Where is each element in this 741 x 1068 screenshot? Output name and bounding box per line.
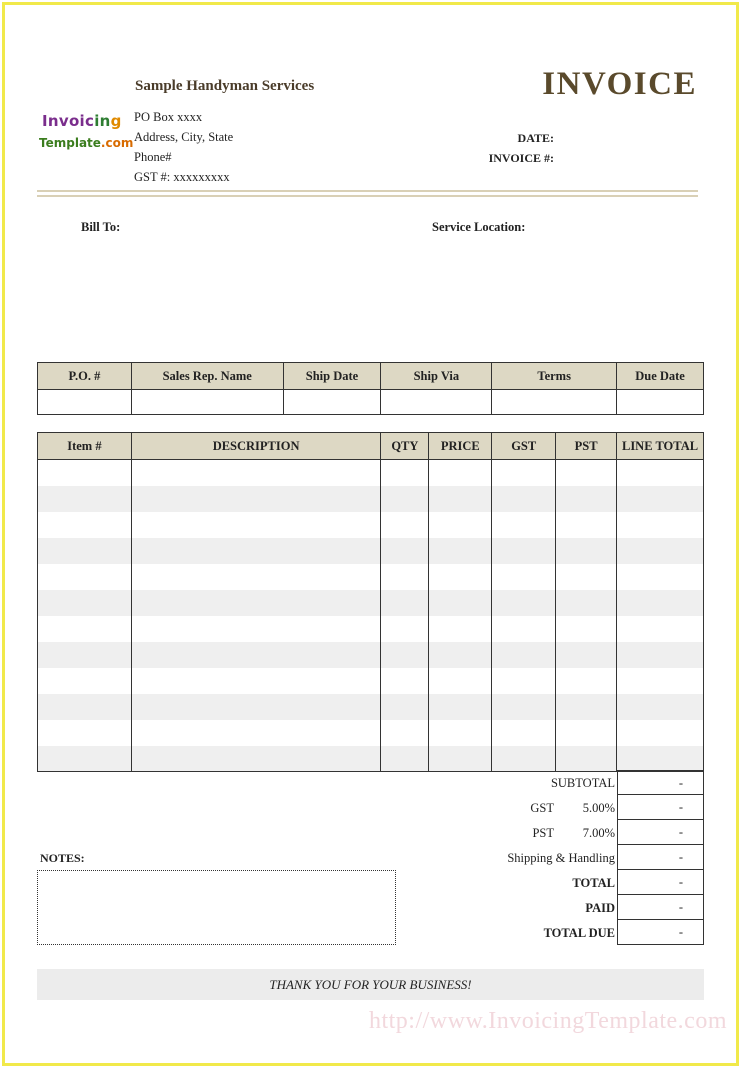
header-rule-bottom: [37, 195, 698, 197]
price-cell[interactable]: [429, 590, 492, 616]
terms-cell[interactable]: [492, 390, 617, 415]
item-number-cell[interactable]: [38, 694, 132, 720]
sales-rep-cell[interactable]: [131, 390, 283, 415]
line-total-cell[interactable]: [617, 460, 704, 486]
description-header: DESCRIPTION: [131, 433, 381, 460]
line-total-cell[interactable]: [617, 564, 704, 590]
gst-label: GST: [530, 801, 554, 815]
qty-cell[interactable]: [381, 746, 429, 772]
company-name: Sample Handyman Services: [135, 78, 315, 94]
qty-cell[interactable]: [381, 538, 429, 564]
thank-you-banner: THANK YOU FOR YOUR BUSINESS!: [37, 969, 704, 1000]
ship-via-header: Ship Via: [381, 363, 492, 390]
pst-cell[interactable]: [556, 590, 617, 616]
notes-label: NOTES:: [40, 851, 85, 865]
pst-label: PST: [532, 826, 554, 840]
table-row: [38, 746, 704, 772]
subtotal-value[interactable]: -: [617, 770, 704, 795]
description-cell[interactable]: [131, 460, 381, 486]
description-cell[interactable]: [131, 668, 381, 694]
line-total-cell[interactable]: [617, 694, 704, 720]
line-items-table: [37, 432, 704, 772]
table-row: [38, 486, 704, 512]
pst-value[interactable]: -: [617, 820, 704, 845]
item-number-cell[interactable]: [38, 720, 132, 746]
pst-rate[interactable]: 7.00%: [582, 826, 615, 840]
notes-box[interactable]: [37, 870, 396, 945]
total-label: TOTAL: [572, 876, 615, 890]
price-cell[interactable]: [429, 720, 492, 746]
table-row: [38, 642, 704, 668]
gst-cell[interactable]: [492, 694, 556, 720]
pst-cell[interactable]: [556, 538, 617, 564]
subtotal-label: SUBTOTAL: [550, 776, 615, 790]
total-due-label: TOTAL DUE: [543, 926, 615, 940]
description-cell[interactable]: [131, 616, 381, 642]
price-cell[interactable]: [429, 512, 492, 538]
gst-cell[interactable]: [492, 746, 556, 772]
description-cell[interactable]: [131, 746, 381, 772]
due-date-header: Due Date: [617, 363, 704, 390]
line-total-cell[interactable]: [617, 642, 704, 668]
item-number-cell[interactable]: [38, 460, 132, 486]
price-header: PRICE: [429, 433, 492, 460]
line-total-cell[interactable]: [617, 538, 704, 564]
logo-text-bottom: Template.com: [39, 136, 134, 150]
qty-header: QTY: [381, 433, 429, 460]
gst-cell[interactable]: [492, 668, 556, 694]
price-cell[interactable]: [429, 564, 492, 590]
qty-cell[interactable]: [381, 720, 429, 746]
gst-cell[interactable]: [492, 616, 556, 642]
item-number-cell[interactable]: [38, 512, 132, 538]
pst-cell[interactable]: [556, 564, 617, 590]
pst-cell[interactable]: [556, 642, 617, 668]
gst-cell[interactable]: [492, 642, 556, 668]
table-row: [38, 720, 704, 746]
pst-cell[interactable]: [556, 486, 617, 512]
gst-rate[interactable]: 5.00%: [582, 801, 615, 815]
qty-cell[interactable]: [381, 564, 429, 590]
line-total-cell[interactable]: [617, 590, 704, 616]
item-number-cell[interactable]: [38, 616, 132, 642]
table-row: [38, 538, 704, 564]
qty-cell[interactable]: [381, 642, 429, 668]
item-number-cell[interactable]: [38, 564, 132, 590]
qty-cell[interactable]: [381, 668, 429, 694]
company-gst: GST #: xxxxxxxxx: [134, 170, 230, 184]
price-cell[interactable]: [429, 668, 492, 694]
item-number-cell[interactable]: [38, 486, 132, 512]
qty-cell[interactable]: [381, 590, 429, 616]
item-number-cell[interactable]: [38, 642, 132, 668]
description-cell[interactable]: [131, 590, 381, 616]
item-number-cell[interactable]: [38, 590, 132, 616]
line-total-cell[interactable]: [617, 668, 704, 694]
company-po-box: PO Box xxxx: [134, 110, 203, 124]
price-cell[interactable]: [429, 616, 492, 642]
gst-header: GST: [492, 433, 556, 460]
item-number-cell[interactable]: [38, 538, 132, 564]
ship-date-header: Ship Date: [283, 363, 381, 390]
price-cell[interactable]: [429, 460, 492, 486]
item-number-header: Item #: [38, 433, 132, 460]
invoice-title: INVOICE: [542, 66, 697, 102]
price-cell[interactable]: [429, 538, 492, 564]
pst-cell[interactable]: [556, 694, 617, 720]
table-row: [38, 512, 704, 538]
company-address: Address, City, State: [134, 130, 234, 144]
paid-value[interactable]: -: [617, 895, 704, 920]
item-number-cell[interactable]: [38, 746, 132, 772]
description-cell[interactable]: [131, 694, 381, 720]
price-cell[interactable]: [429, 746, 492, 772]
gst-cell[interactable]: [492, 460, 556, 486]
table-row: [38, 564, 704, 590]
total-value: -: [617, 870, 704, 895]
description-cell[interactable]: [131, 538, 381, 564]
gst-cell[interactable]: [492, 720, 556, 746]
bill-to-label: Bill To:: [81, 220, 121, 234]
table-row: [38, 668, 704, 694]
price-cell[interactable]: [429, 642, 492, 668]
price-cell[interactable]: [429, 486, 492, 512]
line-total-cell[interactable]: [617, 486, 704, 512]
qty-cell[interactable]: [381, 486, 429, 512]
description-cell[interactable]: [131, 642, 381, 668]
pst-cell[interactable]: [556, 512, 617, 538]
line-total-cell[interactable]: [617, 512, 704, 538]
qty-cell[interactable]: [381, 512, 429, 538]
gst-cell[interactable]: [492, 590, 556, 616]
ship-via-cell[interactable]: [381, 390, 492, 415]
paid-label: PAID: [585, 901, 615, 915]
qty-cell[interactable]: [381, 616, 429, 642]
terms-header: Terms: [492, 363, 617, 390]
pst-cell[interactable]: [556, 668, 617, 694]
logo-text-top: Invoicing: [42, 112, 122, 130]
service-location-label: Service Location:: [432, 220, 526, 234]
item-number-cell[interactable]: [38, 668, 132, 694]
description-cell[interactable]: [131, 512, 381, 538]
pst-cell[interactable]: [556, 460, 617, 486]
po-number-cell[interactable]: [38, 390, 132, 415]
pst-cell[interactable]: [556, 746, 617, 772]
gst-cell[interactable]: [492, 538, 556, 564]
line-total-header: LINE TOTAL: [617, 433, 704, 460]
gst-cell[interactable]: [492, 564, 556, 590]
line-total-cell[interactable]: [617, 616, 704, 642]
table-row: [38, 616, 704, 642]
sales-rep-header: Sales Rep. Name: [131, 363, 283, 390]
table-row: [38, 460, 704, 486]
po-number-header: P.O. #: [38, 363, 132, 390]
pst-cell[interactable]: [556, 720, 617, 746]
shipping-label: Shipping & Handling: [507, 851, 615, 865]
table-row: [38, 590, 704, 616]
qty-cell[interactable]: [381, 460, 429, 486]
pst-cell[interactable]: [556, 616, 617, 642]
description-cell[interactable]: [131, 564, 381, 590]
due-date-cell[interactable]: [617, 390, 704, 415]
line-total-cell[interactable]: [617, 720, 704, 746]
company-phone: Phone#: [134, 150, 172, 164]
qty-cell[interactable]: [381, 694, 429, 720]
description-cell[interactable]: [131, 486, 381, 512]
description-cell[interactable]: [131, 720, 381, 746]
gst-cell[interactable]: [492, 512, 556, 538]
price-cell[interactable]: [429, 694, 492, 720]
gst-value[interactable]: -: [617, 795, 704, 820]
ship-date-cell[interactable]: [283, 390, 381, 415]
line-total-cell[interactable]: [617, 746, 704, 772]
invoice-number-label: INVOICE #:: [488, 151, 554, 165]
shipping-value[interactable]: -: [617, 845, 704, 870]
watermark-url: http://www.InvoicingTemplate.com: [368, 1008, 727, 1034]
table-row: [38, 694, 704, 720]
order-info-table: [37, 362, 704, 415]
total-due-value: -: [617, 920, 704, 945]
gst-cell[interactable]: [492, 486, 556, 512]
pst-header: PST: [556, 433, 617, 460]
header-rule-top: [37, 190, 698, 192]
date-label: DATE:: [517, 131, 554, 145]
